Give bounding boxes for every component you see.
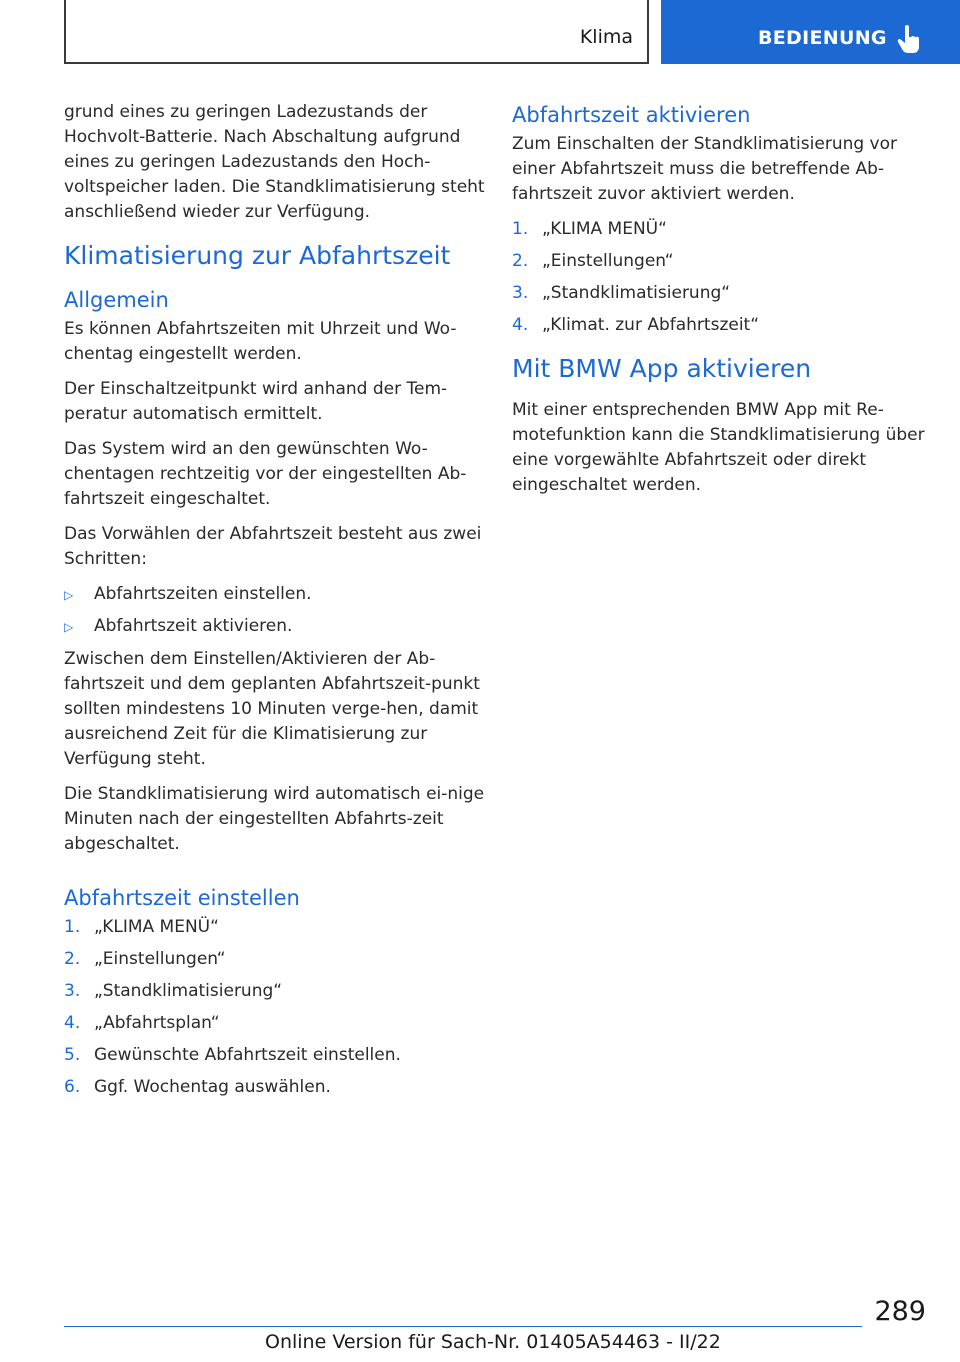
right-column xyxy=(512,100,932,508)
footer-divider xyxy=(64,1326,862,1327)
paragraph-2: Der Einschaltzeitpunkt wird anhand der Tem-peratur automatisch ermittelt. xyxy=(64,379,448,424)
section-heading: Klimatisierung zur Abfahrtszeit xyxy=(64,241,451,270)
aktivieren-paragraph: Zum Einschalten der Standklimatisierung vor einer Abfahrtszeit muss die betreffende Ab-fahrtszeit zuvor aktiviert werden. xyxy=(512,134,898,204)
list-item: 4. „Klimat. zur Abfahrtszeit“ xyxy=(512,315,760,335)
list-item: 3. „Standklimatisierung“ xyxy=(512,283,731,303)
list-item: 1. „KLIMA MENÜ“ xyxy=(64,917,219,937)
list-item: 3. „Standklimatisierung“ xyxy=(64,981,283,1001)
paragraph-4: Das Vorwählen der Abfahrtszeit besteht aus zwei Schritten: xyxy=(64,524,482,569)
header-section-box xyxy=(64,0,649,64)
allgemein-heading: Allgemein xyxy=(64,288,169,312)
aktivieren-heading: Abfahrtszeit aktivieren xyxy=(512,103,751,127)
triangle-bullet-icon: ▷ xyxy=(64,620,74,634)
left-column xyxy=(64,100,494,1108)
einstellen-heading: Abfahrtszeit einstellen xyxy=(64,886,300,910)
paragraph-3: Das System wird an den gewünschten Wo-chentagen rechtzeitig vor der eingestellten Ab-fahrtszeit eingeschaltet. xyxy=(64,439,467,509)
app-paragraph: Mit einer entsprechenden BMW App mit Re-motefunktion kann die Standklimatisierung über eine vorgewählte Abfahrtszeit oder direkt eingeschaltet werden. xyxy=(512,400,925,495)
page-number: 289 xyxy=(874,1296,926,1327)
header-chapter-title: BEDIENUNG xyxy=(758,27,887,49)
paragraph-5: Zwischen dem Einstellen/Aktivieren der Ab-fahrtszeit und dem geplanten Abfahrtszeit-punkt sollten mindestens 10 Minuten verge-hen, damit ausreichend Zeit für die Klimatisierung zur Verfügung steht. xyxy=(64,649,480,769)
list-item: 1. „KLIMA MENÜ“ xyxy=(512,219,667,239)
list-item: ▷ Abfahrtszeit aktivieren. xyxy=(64,614,494,639)
intro-paragraph: grund eines zu geringen Ladezustands der Hochvolt-Batterie. Nach Abschaltung aufgrund eines zu geringen Ladezustands den Hoch-voltspeicher laden. Die Standklimatisierung steht anschließend wieder zur Verfügung. xyxy=(64,102,485,222)
app-heading: Mit BMW App aktivieren xyxy=(512,354,812,383)
list-item: ▷ Abfahrtszeiten einstellen. xyxy=(64,582,494,607)
bullet-list xyxy=(64,582,494,639)
einstellen-steps xyxy=(64,915,494,1100)
header-chapter-tab xyxy=(661,0,960,64)
paragraph-6: Die Standklimatisierung wird automatisch ei-nige Minuten nach der eingestellten Abfahrts-zeit abgeschaltet. xyxy=(64,784,485,854)
footer-version-text: Online Version für Sach-Nr. 01405A54463 - II/22 xyxy=(265,1331,721,1353)
list-item: 6. Ggf. Wochentag auswählen. xyxy=(64,1077,331,1097)
paragraph-1: Es können Abfahrtszeiten mit Uhrzeit und Wo-chentag eingestellt werden. xyxy=(64,319,457,364)
list-item: 4. „Abfahrtsplan“ xyxy=(64,1013,220,1033)
triangle-bullet-icon: ▷ xyxy=(64,588,74,602)
list-item: 2. „Einstellungen“ xyxy=(512,251,674,271)
hand-pointer-icon xyxy=(896,24,922,54)
header-section-title: Klima xyxy=(579,26,633,48)
list-item: 2. „Einstellungen“ xyxy=(64,949,226,969)
list-item: 5. Gewünschte Abfahrtszeit einstellen. xyxy=(64,1045,401,1065)
aktivieren-steps xyxy=(512,217,932,338)
